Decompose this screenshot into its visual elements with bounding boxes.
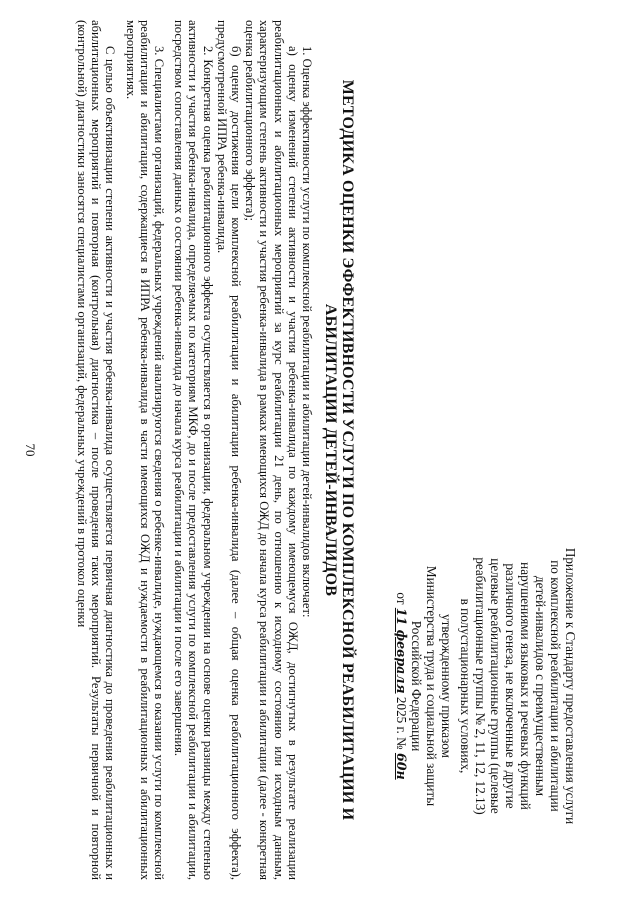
paragraph: б) оценку достижения цели комплексной реабилитации и абилитации ребенка-инвалида (далее – общая оценка реабилитационного эффекта), предусмотренной ИПРА ребенка-инвалида. [214, 20, 243, 880]
appendix-line: нарушениями языковых и речевых функций [518, 562, 533, 810]
paragraph: а) оценку изменений степени активности и участия ребенка-инвалида по каждому имеющемуся ОЖД, достигнутых в результате реализации реабилитационных и абилитационных мероприятий за курс реабилитации 21 день, по отношению к исходному состоянию или исходным данным, характеризующим степень активности и участия ребенка-инвалида в рамках имеющихся ОЖД до начала курса реабилитации и абилитации (далее - конкретная оценка реабилитационного эффекта); [243, 20, 300, 880]
appendix-line: различного генеза, не включенные в другие [503, 563, 518, 809]
appendix-line: Приложение к Стандарту предоставления услуги [563, 547, 578, 825]
appendix-line: детей-инвалидов с преимущественным [533, 575, 548, 797]
approved-line: утвержденному приказом [439, 614, 454, 758]
page-number: 70 [23, 443, 38, 457]
date-suffix: 2025 г. № [394, 696, 409, 750]
appendix-line: в полустационарных условиях, [458, 598, 473, 774]
paragraph: 2. Конкретная оценка реабилитационного эффекта осуществляется в организации, федеральном учреждении на основе оценки разницы между степенью активности и участия ребенка-инвалида, определяемых по категориям МКФ, до и после предоставления услуги по комплексной реабилитации и абилитации, посредством сопоставления данных о состоянии ребенка-инвалида до начала курса реабилитации и абилитации и после его завершения. [172, 20, 215, 880]
document-body [75, 20, 314, 880]
date-prefix: от [394, 592, 409, 605]
title-line: АБИЛИТАЦИИ ДЕТЕЙ-ИНВАЛИДОВ [322, 303, 339, 597]
ministry-line: Министерства труда и социальной защиты [424, 565, 439, 807]
appendix-line: целевые реабилитационные группы (целевые [488, 558, 503, 814]
paragraph: 3. Специалистами организаций, федеральных учреждений анализируются сведения о ребенке-инвалиде, нуждающемся в оказании услуги по комплексной реабилитации и абилитации, содержащиеся в ИПРА ребенка-инвалида в части имеющихся ОЖД и нуждаемости в реабилитационных и абилитационных мероприятиях. [123, 20, 166, 880]
document-page [7, 20, 582, 880]
document-title [322, 20, 356, 880]
paragraph: С целью объективизации степени активности и участия ребенка-инвалида осуществляется первичная диагностика до проведения реабилитационных и абилитационных мероприятий и повторная (контрольная) диагностика – после проведения таких мероприятий. Результаты первичной и повторной (контрольной) диагностики заносятся специалистами организаций, федеральных учреждений в протокол оценки [74, 20, 118, 880]
appendix-header [394, 506, 578, 866]
appendix-line: реабилитационные группы № 2, 11, 12, 12.13) [473, 557, 488, 815]
paragraph: 1. Оценка эффективности услуги по комплексной реабилитации и абилитации детей-инвалидов включает: [300, 46, 314, 618]
federation-line: Российской Федерации [409, 620, 424, 752]
appendix-line: по комплексной реабилитации и абилитации [548, 560, 563, 812]
title-line: МЕТОДИКА ОЦЕНКИ ЭФФЕКТИВНОСТИ УСЛУГИ ПО КОМПЛЕКСНОЙ РЕАБИЛИТАЦИИ И [339, 79, 356, 821]
order-date-line [394, 506, 409, 866]
handwritten-date: 11 февраля [394, 607, 409, 694]
handwritten-number: 60н [394, 752, 409, 780]
